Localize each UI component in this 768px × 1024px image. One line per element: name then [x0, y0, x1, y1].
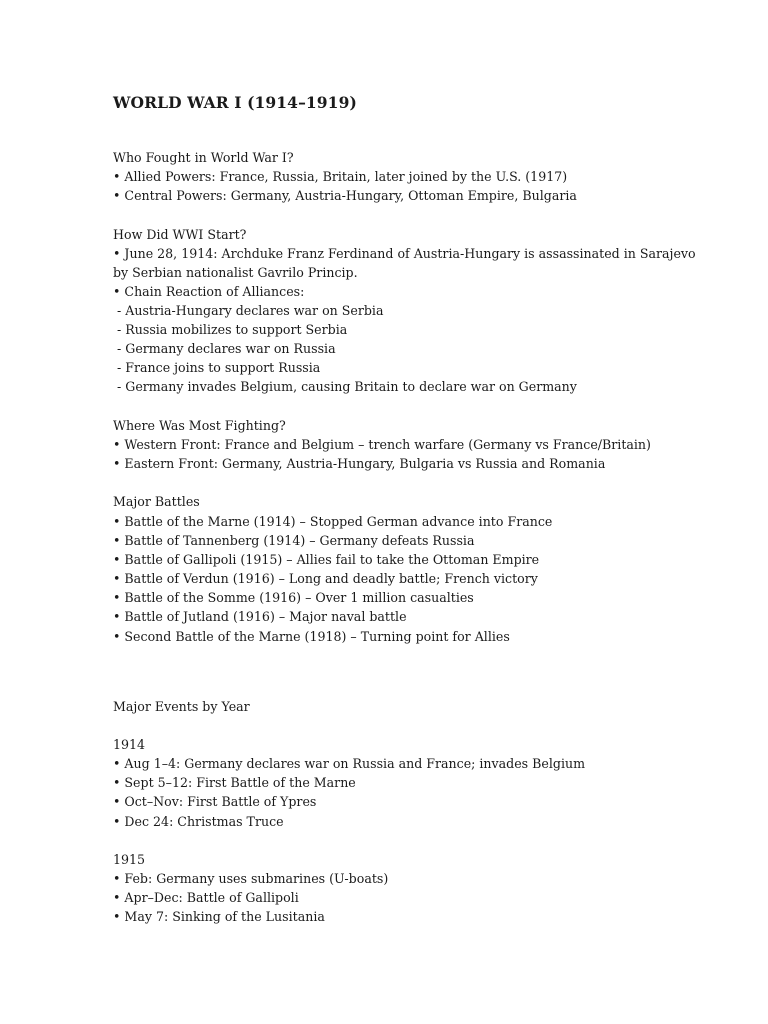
list-item: • Dec 24: Christmas Truce — [113, 814, 284, 829]
list-item: • Apr–Dec: Battle of Gallipoli — [113, 890, 299, 905]
list-item: • Second Battle of the Marne (1918) – Turning point for Allies — [113, 629, 510, 644]
list-item: • Battle of Jutland (1916) – Major naval battle — [113, 609, 407, 624]
list-item: • Battle of the Marne (1914) – Stopped German advance into France — [113, 514, 553, 529]
list-item: • Oct–Nov: First Battle of Ypres — [113, 794, 317, 809]
sub-list-item: - France joins to support Russia — [117, 360, 321, 375]
section-heading-battles: Major Battles — [113, 494, 200, 509]
year-heading: 1914 — [113, 737, 146, 752]
list-item: • Battle of the Somme (1916) – Over 1 million casualties — [113, 590, 474, 605]
sub-list-item: - Austria-Hungary declares war on Serbia — [117, 303, 384, 318]
document-title: WORLD WAR I (1914–1919) — [113, 93, 357, 112]
list-item: • Eastern Front: Germany, Austria-Hungary, Bulgaria vs Russia and Romania — [113, 456, 606, 471]
list-item: • Battle of Tannenberg (1914) – Germany defeats Russia — [113, 533, 475, 548]
list-item: • May 7: Sinking of the Lusitania — [113, 909, 325, 924]
list-item: • Battle of Gallipoli (1915) – Allies fail to take the Ottoman Empire — [113, 552, 540, 567]
list-item: • Allied Powers: France, Russia, Britain, later joined by the U.S. (1917) — [113, 169, 568, 184]
list-item: • Battle of Verdun (1916) – Long and deadly battle; French victory — [113, 571, 538, 586]
list-item: • Central Powers: Germany, Austria-Hungary, Ottoman Empire, Bulgaria — [113, 188, 577, 203]
sub-list-item: - Germany declares war on Russia — [117, 341, 336, 356]
list-item: • Aug 1–4: Germany declares war on Russia and France; invades Belgium — [113, 756, 586, 771]
section-heading-fighting: Where Was Most Fighting? — [113, 418, 286, 433]
year-heading: 1915 — [113, 852, 146, 867]
list-item: • June 28, 1914: Archduke Franz Ferdinand of Austria-Hungary is assassinated in Sarajevo — [113, 246, 696, 261]
section-heading-events: Major Events by Year — [113, 699, 250, 714]
list-item: • Feb: Germany uses submarines (U-boats) — [113, 871, 389, 886]
list-item: • Sept 5–12: First Battle of the Marne — [113, 775, 356, 790]
sub-list-item: - Germany invades Belgium, causing Britain to declare war on Germany — [117, 379, 577, 394]
list-item: • Western Front: France and Belgium – trench warfare (Germany vs France/Britain) — [113, 437, 651, 452]
list-item-continuation: by Serbian nationalist Gavrilo Princip. — [113, 265, 358, 280]
list-item: • Chain Reaction of Alliances: — [113, 284, 305, 299]
sub-list-item: - Russia mobilizes to support Serbia — [117, 322, 348, 337]
section-heading-who-fought: Who Fought in World War I? — [113, 150, 294, 165]
section-heading-how-start: How Did WWI Start? — [113, 227, 247, 242]
